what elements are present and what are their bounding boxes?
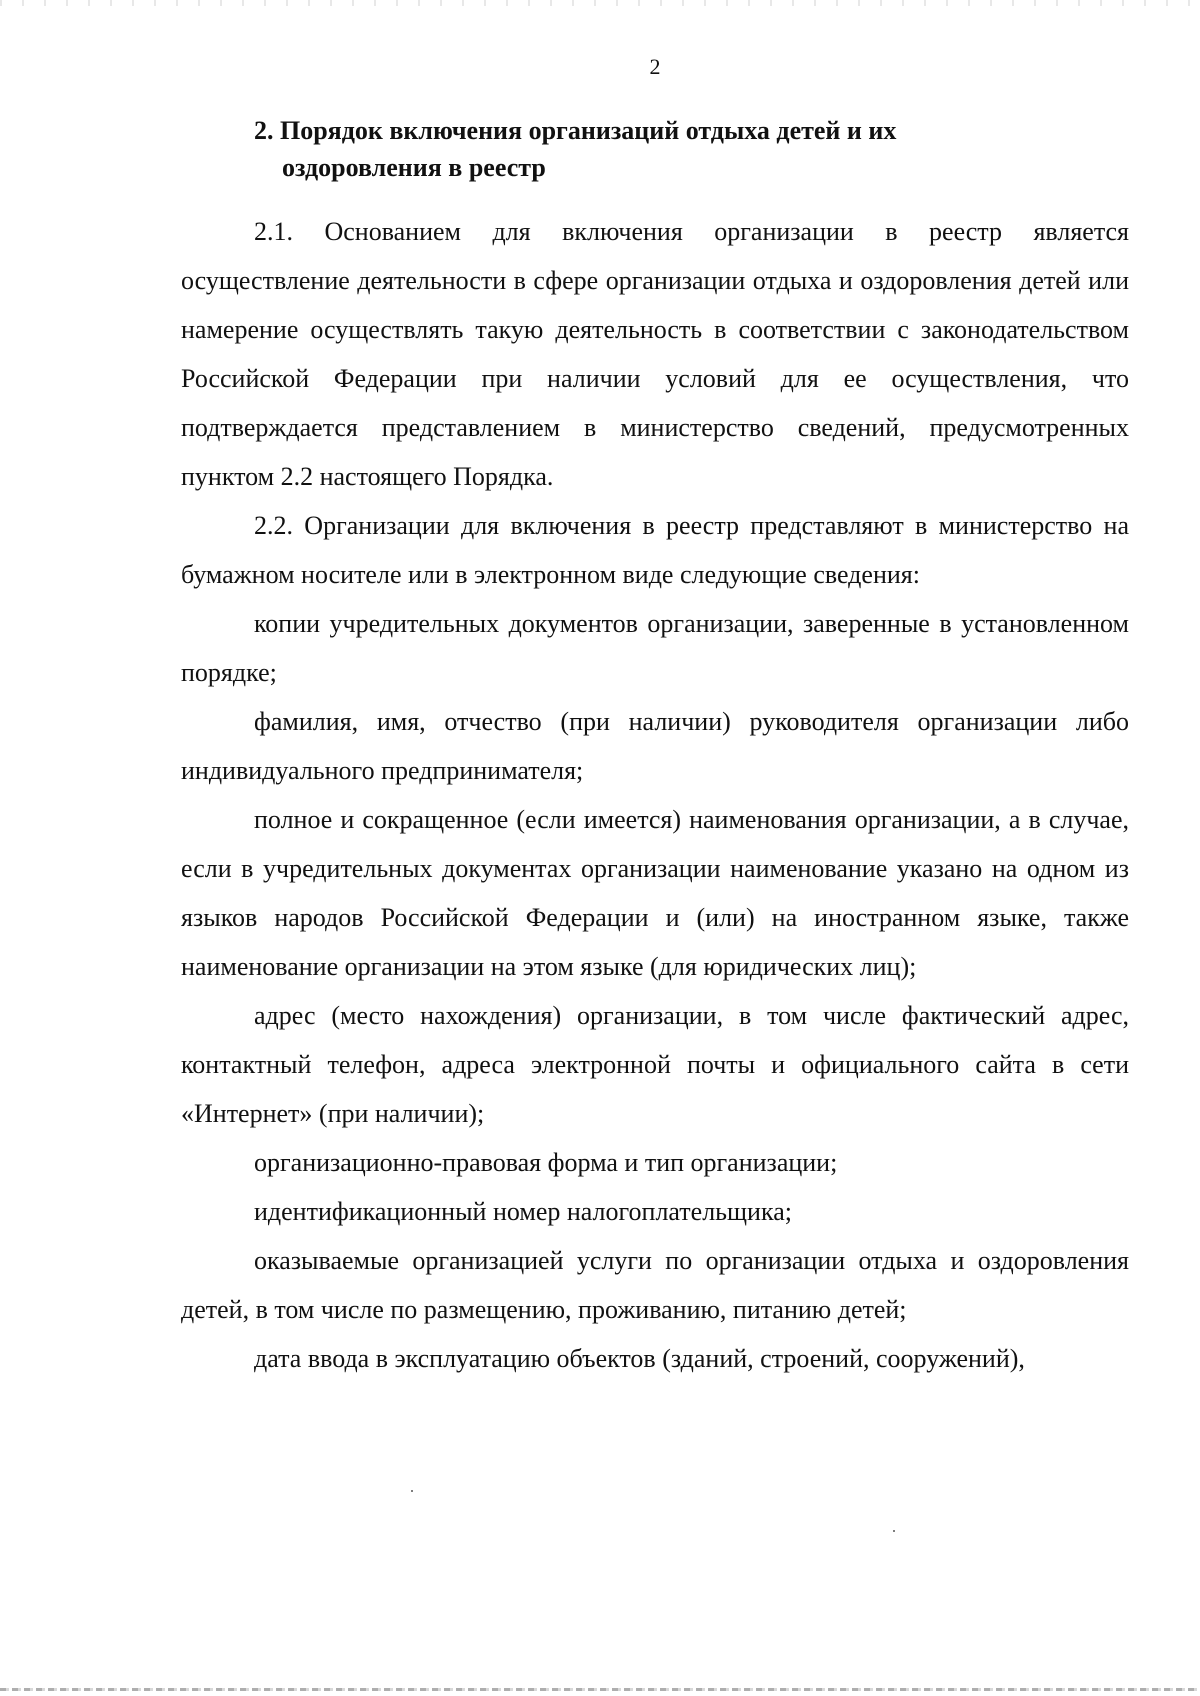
- section-title-line2: оздоровления в реестр: [282, 153, 546, 182]
- section-heading: [181, 112, 1129, 186]
- paragraph-2-1: 2.1. Основанием для включения организации в реестр является осуществление деятельности в сфере организации отдыха и оздоровления детей или намерение осуществлять такую деятельность в соответствии с законодательством Российской Федерации при наличии условий для ее осуществления, что подтверждается представлением в министерство сведений, предусмотренных пунктом 2.2 настоящего Порядка.: [181, 217, 1129, 491]
- list-item: полное и сокращенное (если имеется) наименования организации, а в случае, если в учредительных документах организации наименование указано на одном из языков народов Российской Федерации и (или) на иностранном языке, также наименование организации на этом языке (для юридических лиц);: [181, 805, 1129, 981]
- list-item: копии учредительных документов организации, заверенные в установленном порядке;: [181, 609, 1129, 687]
- list-item: адрес (место нахождения) организации, в том числе фактический адрес, контактный телефон, адреса электронной почты и официального сайта в сети «Интернет» (при наличии);: [181, 1001, 1129, 1128]
- scan-speck: [411, 1490, 413, 1492]
- list-item: фамилия, имя, отчество (при наличии) руководителя организации либо индивидуального предпринимателя;: [181, 707, 1129, 785]
- document-body: [181, 112, 1129, 1383]
- section-number: 2.: [254, 116, 274, 145]
- paragraph-2-2: 2.2. Организации для включения в реестр представляют в министерство на бумажном носителе или в электронном виде следующие сведения:: [181, 511, 1129, 589]
- scan-edge-top: [0, 0, 1200, 6]
- list-item: дата ввода в эксплуатацию объектов (зданий, строений, сооружений),: [254, 1344, 1025, 1373]
- section-title-line1: Порядок включения организаций отдыха детей и их: [280, 116, 897, 145]
- page-number: 2: [649, 54, 661, 79]
- list-item: оказываемые организацией услуги по организации отдыха и оздоровления детей, в том числе по размещению, проживанию, питанию детей;: [181, 1246, 1129, 1324]
- list-item: организационно-правовая форма и тип организации;: [254, 1148, 838, 1177]
- scan-speck: [893, 1530, 895, 1532]
- list-item: идентификационный номер налогоплательщика;: [254, 1197, 792, 1226]
- scan-edge-bottom: [0, 1688, 1200, 1691]
